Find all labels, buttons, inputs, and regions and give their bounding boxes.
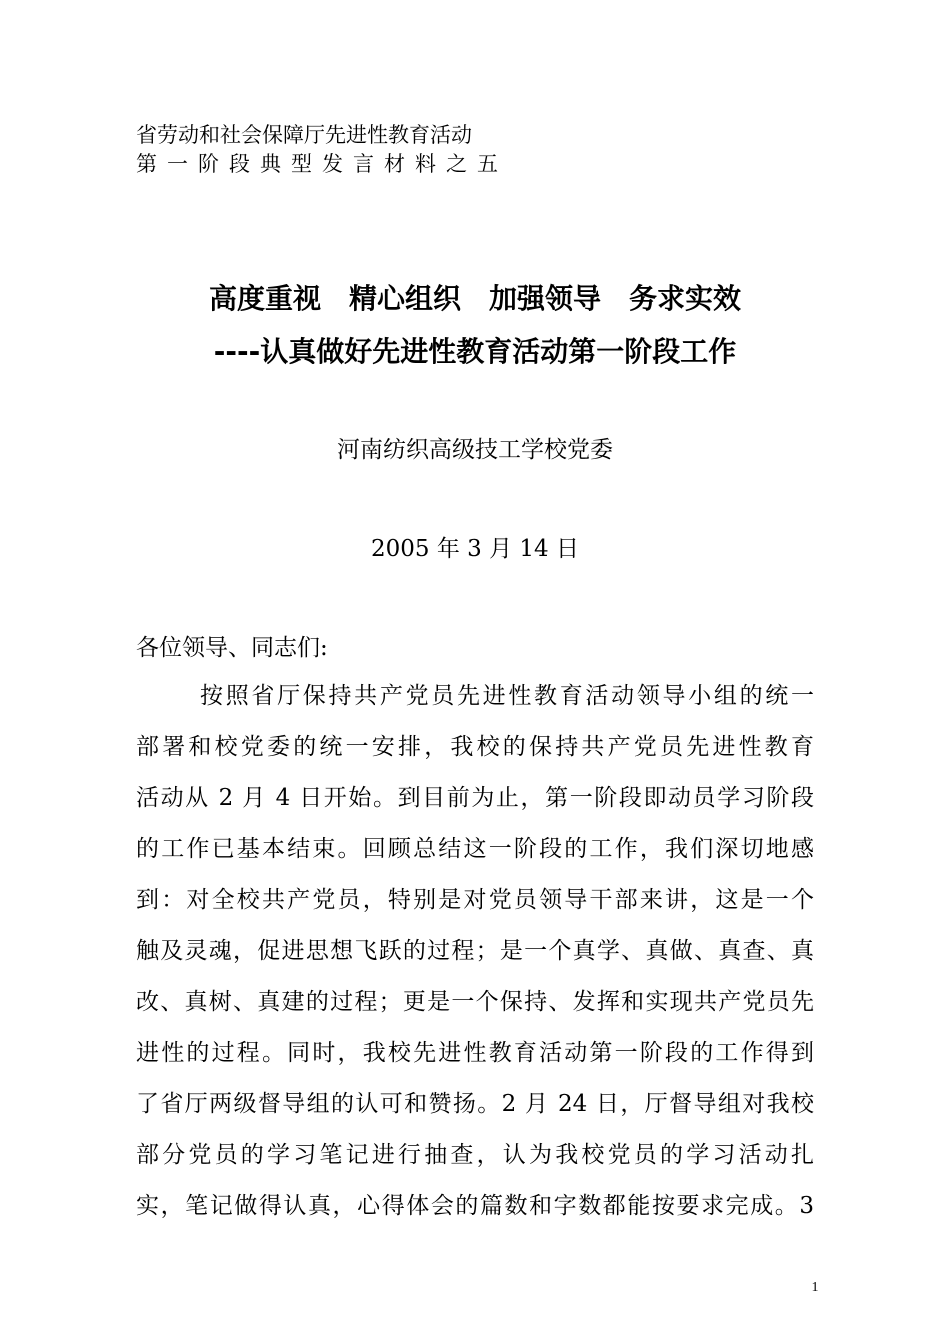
body-line: 了省厅两级督导组的认可和赞扬。2 月 24 日，厅督导组对我校 xyxy=(136,1091,814,1117)
header-line-2: 第一阶段典型发言材料之五 xyxy=(136,152,508,176)
body-line: 实，笔记做得认真，心得体会的篇数和字数都能按要求完成。3 xyxy=(136,1193,814,1219)
body-line: 改、真树、真建的过程；更是一个保持、发挥和实现共产党员先 xyxy=(136,989,814,1015)
body-line: 的工作已基本结束。回顾总结这一阶段的工作，我们深切地感 xyxy=(136,836,814,862)
document-subtitle: ----认真做好先进性教育活动第一阶段工作 xyxy=(213,335,737,368)
author-organization: 河南纺织高级技工学校党委 xyxy=(337,437,613,463)
body-line: 活动从 2 月 4 日开始。到目前为止，第一阶段即动员学习阶段 xyxy=(136,785,814,811)
header-line-1: 省劳动和社会保障厅先进性教育活动 xyxy=(136,123,472,147)
page-number: 1 xyxy=(811,1280,819,1295)
body-line: 部署和校党委的统一安排，我校的保持共产党员先进性教育 xyxy=(136,734,814,760)
body-line: 进性的过程。同时，我校先进性教育活动第一阶段的工作得到 xyxy=(136,1040,814,1066)
body-paragraph xyxy=(136,680,814,1241)
body-line: 按照省厅保持共产党员先进性教育活动领导小组的统一 xyxy=(200,683,814,709)
body-line: 到：对全校共产党员，特别是对党员领导干部来讲，这是一个 xyxy=(136,887,814,913)
body-line: 部分党员的学习笔记进行抽查，认为我校党员的学习活动扎 xyxy=(136,1142,814,1168)
document-date: 2005 年 3 月 14 日 xyxy=(371,536,579,562)
body-line: 触及灵魂，促进思想飞跃的过程；是一个真学、真做、真查、真 xyxy=(136,938,814,964)
document-title: 高度重视 精心组织 加强领导 务求实效 xyxy=(208,282,741,315)
salutation: 各位领导、同志们: xyxy=(136,635,328,661)
